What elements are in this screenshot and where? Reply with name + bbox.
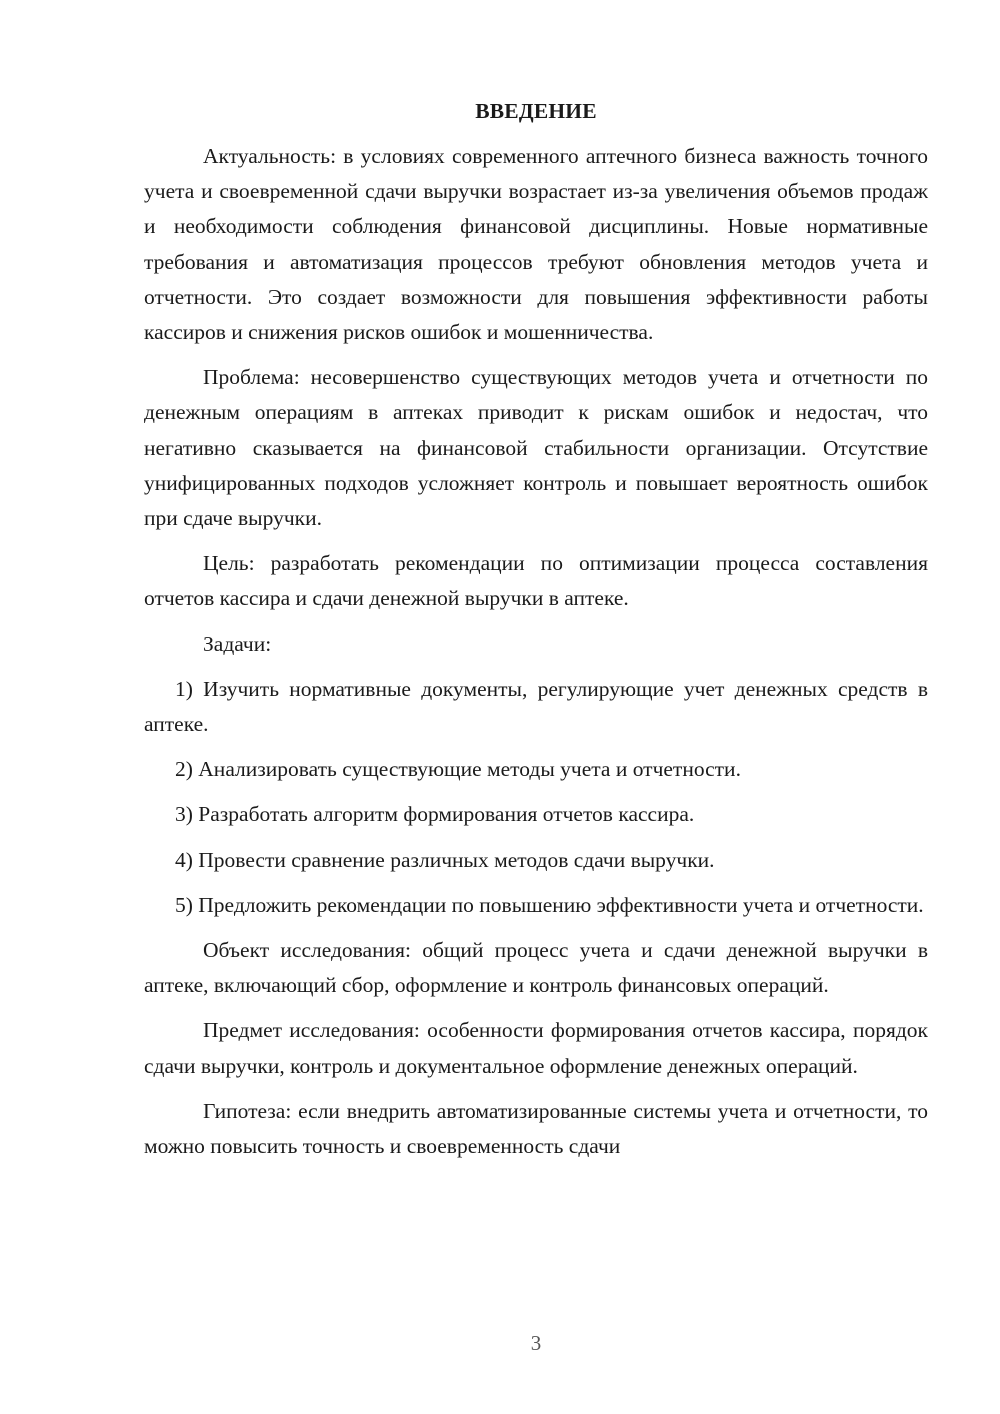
paragraph-object: Объект исследования: общий процесс учета и сдачи денежной выручки в аптеке, включающий сбор, оформление и контроль финансовых операций. — [144, 938, 928, 998]
paragraph-problem: Проблема: несовершенство существующих методов учета и отчетности по денежным операциям в аптеках приводит к рискам ошибок и недостач, что негативно сказывается на финансовой стабильности организации. Отсутствие унифицированных подходов усложняет контроль и повышает вероятность ошибок при сдаче выручки. — [144, 365, 928, 531]
page-number: 3 — [530, 1331, 542, 1355]
page-content — [144, 94, 928, 1174]
paragraph-goal: Цель: разработать рекомендации по оптимизации процесса составления отчетов кассира и сдачи денежной выручки в аптеке. — [144, 551, 928, 611]
task-item-1: 1) Изучить нормативные документы, регулирующие учет денежных средств в аптеке. — [144, 676, 928, 737]
paragraph-relevance: Актуальность: в условиях современного аптечного бизнеса важность точного учета и своевременной сдачи выручки возрастает из-за увеличения объемов продаж и необходимости соблюдения финансовой дисциплины. Новые нормативные требования и автоматизация процессов требуют обновления методов учета и отчетности. Это создает возможности для повышения эффективности работы кассиров и снижения рисков ошибок и мошенничества. — [144, 144, 928, 345]
task-item-3: 3) Разработать алгоритм формирования отчетов кассира. — [175, 802, 695, 827]
task-item-4: 4) Провести сравнение различных методов сдачи выручки. — [175, 847, 715, 872]
task-item-5: 5) Предложить рекомендации по повышению эффективности учета и отчетности. — [175, 892, 924, 917]
paragraph-subject: Предмет исследования: особенности формирования отчетов кассира, порядок сдачи выручки, контроль и документальное оформление денежных операций. — [144, 1018, 928, 1078]
paragraph-hypothesis: Гипотеза: если внедрить автоматизированные системы учета и отчетности, то можно повысить точность и своевременность сдачи — [144, 1098, 928, 1159]
task-item-2: 2) Анализировать существующие методы учета и отчетности. — [175, 757, 741, 782]
tasks-heading: Задачи: — [203, 631, 272, 656]
section-title: ВВЕДЕНИЕ — [475, 99, 597, 123]
